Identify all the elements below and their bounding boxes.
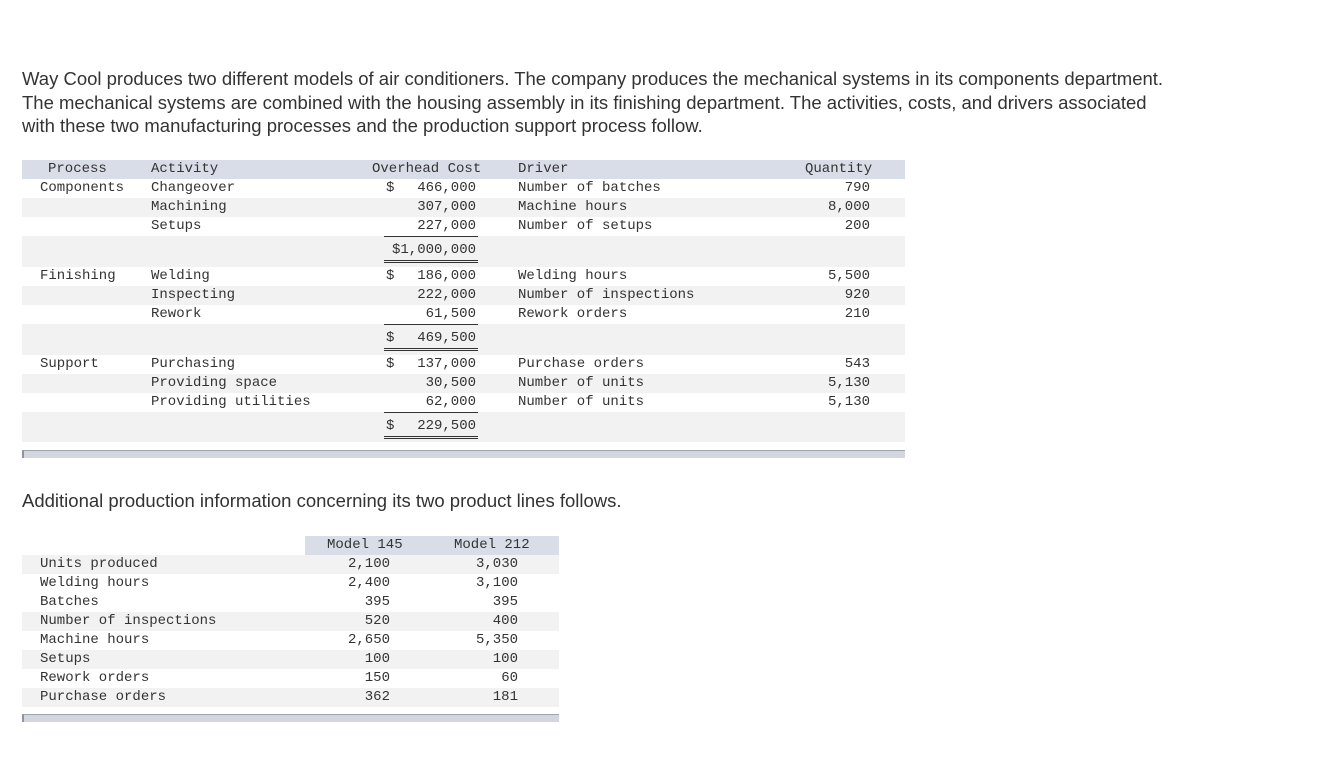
product-info-table bbox=[22, 536, 559, 726]
value-model-212: 181 bbox=[492, 689, 518, 705]
driver-inspecting: Number of inspections bbox=[518, 287, 695, 303]
cost-setups: 227,000 bbox=[417, 218, 476, 234]
cost-providing-utilities: 62,000 bbox=[425, 394, 476, 410]
total-support: 229,500 bbox=[417, 418, 476, 434]
value-model-145: 150 bbox=[364, 670, 390, 686]
header-model-212: Model 212 bbox=[454, 537, 530, 553]
cutoff-heading-fragment bbox=[22, 754, 142, 764]
header-process: Process bbox=[48, 161, 107, 177]
quantity-welding: 5,500 bbox=[827, 268, 870, 284]
table-bottom-bar bbox=[22, 450, 905, 458]
driver-changeover: Number of batches bbox=[518, 180, 661, 196]
row-label-rework-orders: Rework orders bbox=[40, 670, 150, 686]
header-activity: Activity bbox=[151, 161, 219, 177]
process-components: Components bbox=[40, 180, 125, 196]
cost-welding: 186,000 bbox=[417, 268, 476, 284]
cost-providing-space: 30,500 bbox=[425, 375, 476, 391]
quantity-providing-utilities: 5,130 bbox=[827, 394, 870, 410]
value-model-145: 362 bbox=[364, 689, 390, 705]
quantity-inspecting: 920 bbox=[844, 287, 870, 303]
cost-rework: 61,500 bbox=[425, 306, 476, 322]
activity-welding: Welding bbox=[151, 268, 210, 284]
dollar-sign: $ bbox=[386, 356, 395, 372]
activity-inspecting: Inspecting bbox=[151, 287, 236, 303]
header-quantity: Quantity bbox=[805, 161, 873, 177]
value-model-145: 100 bbox=[364, 651, 390, 667]
activity-purchasing: Purchasing bbox=[151, 356, 236, 372]
driver-rework: Rework orders bbox=[518, 306, 628, 322]
cost-machining: 307,000 bbox=[417, 199, 476, 215]
value-model-212: 100 bbox=[492, 651, 518, 667]
activity-providing-space: Providing space bbox=[151, 375, 278, 391]
activity-changeover: Changeover bbox=[151, 180, 236, 196]
value-model-145: 395 bbox=[364, 594, 390, 610]
dollar-sign: $ bbox=[386, 268, 395, 284]
dollar-sign: $ bbox=[386, 418, 395, 434]
process-support: Support bbox=[40, 356, 99, 372]
value-model-212: 400 bbox=[492, 613, 518, 629]
value-model-145: 2,650 bbox=[347, 632, 390, 648]
quantity-providing-space: 5,130 bbox=[827, 375, 870, 391]
dollar-sign: $ bbox=[386, 180, 395, 196]
row-label-setups: Setups bbox=[40, 651, 91, 667]
driver-setups: Number of setups bbox=[518, 218, 653, 234]
total-finishing: 469,500 bbox=[417, 330, 476, 346]
row-label-batches: Batches bbox=[40, 594, 99, 610]
cost-changeover: 466,000 bbox=[417, 180, 476, 196]
value-model-145: 520 bbox=[364, 613, 390, 629]
row-label-purchase-orders: Purchase orders bbox=[40, 689, 167, 705]
activity-machining: Machining bbox=[151, 199, 227, 215]
header-driver: Driver bbox=[518, 161, 569, 177]
driver-welding: Welding hours bbox=[518, 268, 628, 284]
activity-setups: Setups bbox=[151, 218, 202, 234]
quantity-rework: 210 bbox=[844, 306, 870, 322]
table-bottom-bar bbox=[22, 714, 559, 722]
additional-info-paragraph: Additional production information concerning its two product lines follows. bbox=[22, 490, 622, 511]
cost-inspecting: 222,000 bbox=[417, 287, 476, 303]
activity-rework: Rework bbox=[151, 306, 202, 322]
cost-purchasing: 137,000 bbox=[417, 356, 476, 372]
value-model-212: 395 bbox=[492, 594, 518, 610]
driver-machining: Machine hours bbox=[518, 199, 628, 215]
value-model-212: 5,350 bbox=[475, 632, 518, 648]
quantity-changeover: 790 bbox=[844, 180, 870, 196]
quantity-purchasing: 543 bbox=[844, 356, 870, 372]
value-model-212: 60 bbox=[501, 670, 518, 686]
value-model-145: 2,100 bbox=[347, 556, 390, 572]
quantity-machining: 8,000 bbox=[827, 199, 870, 215]
header-model-145: Model 145 bbox=[327, 537, 403, 553]
activity-providing-utilities: Providing utilities bbox=[151, 394, 311, 410]
driver-providing-space: Number of units bbox=[518, 375, 645, 391]
driver-purchasing: Purchase orders bbox=[518, 356, 645, 372]
value-model-145: 2,400 bbox=[347, 575, 390, 591]
header-overhead-cost: Overhead Cost bbox=[372, 161, 482, 177]
row-label-welding-hours: Welding hours bbox=[40, 575, 150, 591]
row-label-machine-hours: Machine hours bbox=[40, 632, 150, 648]
value-model-212: 3,030 bbox=[475, 556, 518, 572]
driver-providing-utilities: Number of units bbox=[518, 394, 645, 410]
value-model-212: 3,100 bbox=[475, 575, 518, 591]
intro-paragraph: Way Cool produces two different models of air conditioners. The company produces the mechanical systems in its components department. The mechanical systems are combined with the housing assembly in its finishing department. The activities, costs, and drivers associated with these two manufacturing processes and the production support process follow. bbox=[22, 68, 1164, 136]
total-components: $1,000,000 bbox=[391, 242, 476, 258]
row-label-number-of-inspections: Number of inspections bbox=[40, 613, 217, 629]
process-finishing: Finishing bbox=[40, 268, 116, 284]
row-label-units-produced: Units produced bbox=[40, 556, 158, 572]
dollar-sign: $ bbox=[386, 330, 395, 346]
activity-cost-table bbox=[22, 160, 905, 460]
quantity-setups: 200 bbox=[844, 218, 870, 234]
